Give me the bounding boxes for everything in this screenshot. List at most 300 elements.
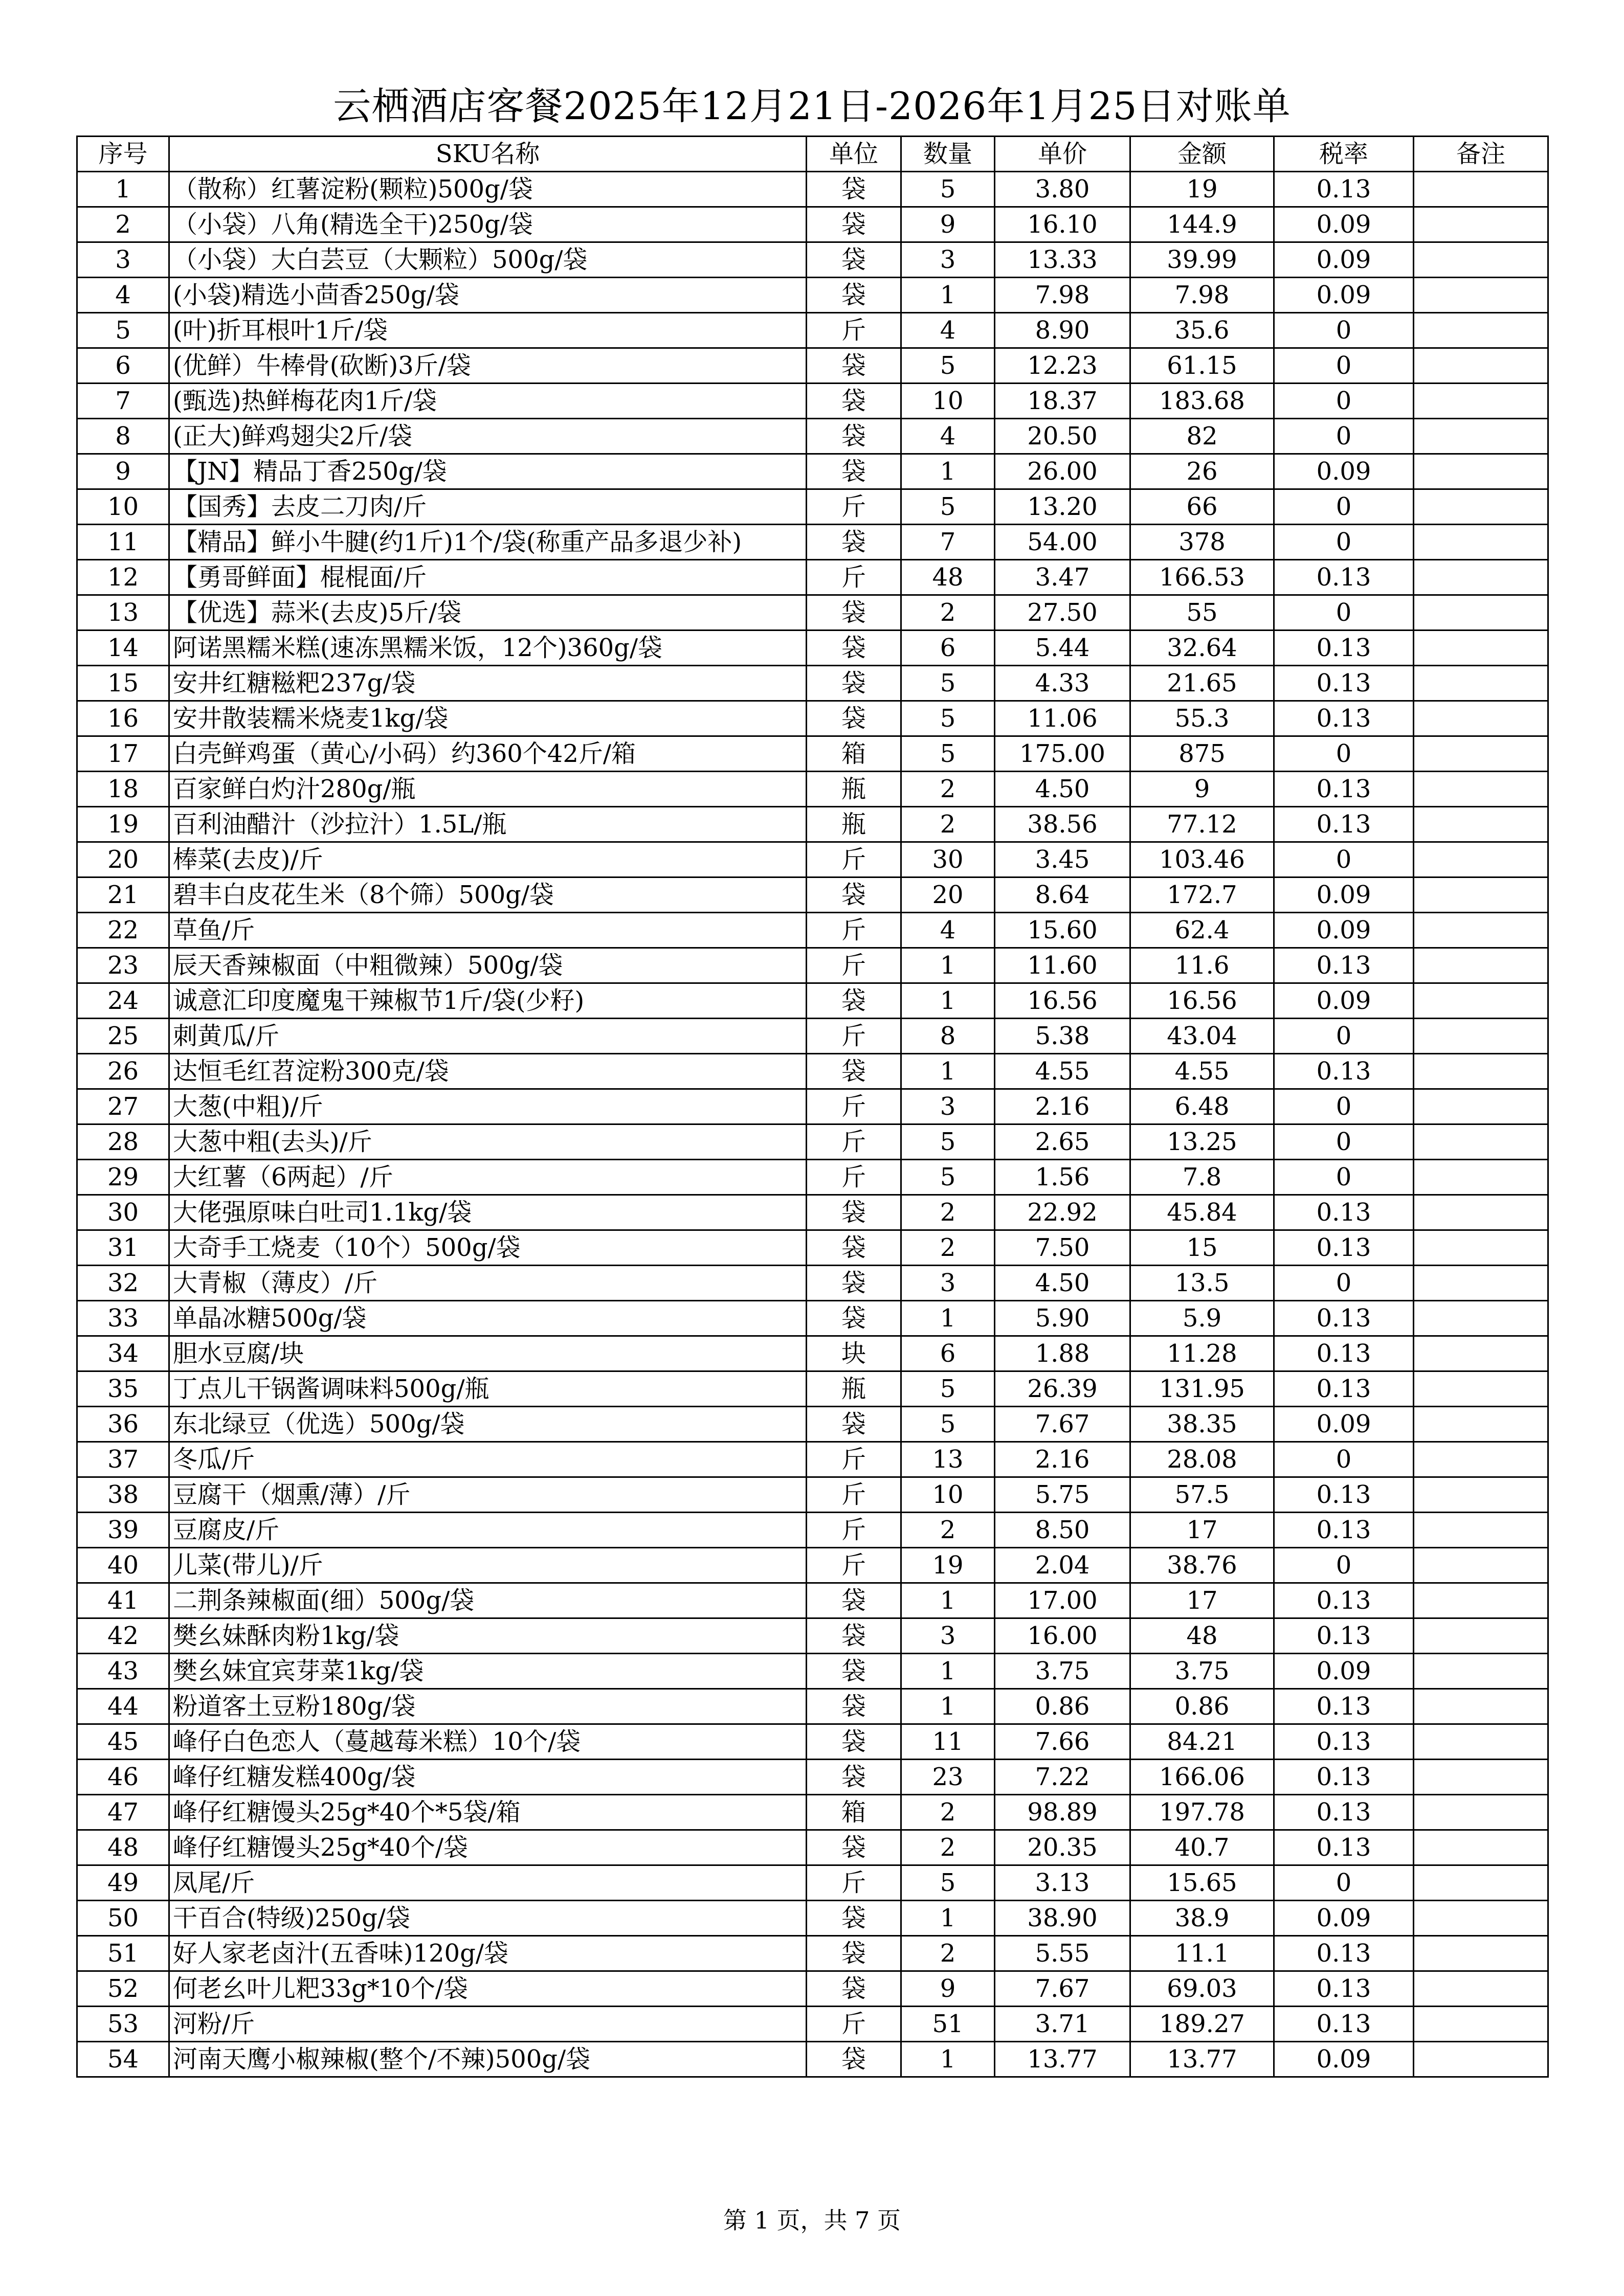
cell-quantity: 30 (901, 842, 995, 877)
cell-amount: 6.48 (1130, 1089, 1274, 1124)
cell-amount: 35.6 (1130, 313, 1274, 348)
table-row (77, 1160, 1548, 1195)
table-row (77, 1089, 1548, 1124)
header-sku-name: SKU名称 (169, 137, 807, 172)
cell-remarks (1414, 1407, 1548, 1442)
cell-sku-name: 峰仔红糖馒头25g*40个*5袋/箱 (169, 1795, 807, 1830)
cell-sku-name: 安井散装糯米烧麦1kg/袋 (169, 701, 807, 736)
table-row (77, 595, 1548, 631)
table-row (77, 419, 1548, 454)
cell-index: 51 (77, 1936, 169, 1971)
table-row (77, 736, 1548, 772)
statement-table (76, 136, 1549, 2078)
cell-tax-rate: 0.13 (1274, 1054, 1414, 1089)
cell-quantity: 3 (901, 242, 995, 278)
cell-tax-rate: 0 (1274, 384, 1414, 419)
cell-unit-price: 7.66 (995, 1724, 1130, 1760)
cell-index: 49 (77, 1865, 169, 1901)
table-row (77, 313, 1548, 348)
cell-index: 39 (77, 1513, 169, 1548)
cell-unit-price: 2.04 (995, 1548, 1130, 1583)
cell-sku-name: (小袋)精选小茴香250g/袋 (169, 278, 807, 313)
table-row (77, 772, 1548, 807)
cell-index: 15 (77, 666, 169, 701)
cell-remarks (1414, 913, 1548, 948)
cell-index: 22 (77, 913, 169, 948)
cell-remarks (1414, 172, 1548, 207)
cell-unit-price: 4.50 (995, 1266, 1130, 1301)
cell-unit-price: 1.88 (995, 1336, 1130, 1371)
cell-unit: 袋 (807, 1618, 901, 1654)
cell-amount: 11.28 (1130, 1336, 1274, 1371)
cell-sku-name: 【JN】精品丁香250g/袋 (169, 454, 807, 489)
cell-amount: 9 (1130, 772, 1274, 807)
cell-quantity: 5 (901, 701, 995, 736)
cell-unit: 斤 (807, 1513, 901, 1548)
cell-tax-rate: 0.09 (1274, 242, 1414, 278)
cell-tax-rate: 0.09 (1274, 913, 1414, 948)
cell-index: 11 (77, 525, 169, 560)
table-row (77, 1795, 1548, 1830)
cell-unit: 袋 (807, 1583, 901, 1618)
table-row (77, 454, 1548, 489)
cell-quantity: 5 (901, 348, 995, 384)
table-row (77, 1407, 1548, 1442)
table-row (77, 1336, 1548, 1371)
cell-unit: 块 (807, 1336, 901, 1371)
table-row (77, 207, 1548, 242)
page-footer: 第 1 页，共 7 页 (723, 2207, 901, 2234)
cell-unit: 袋 (807, 242, 901, 278)
cell-unit-price: 8.50 (995, 1513, 1130, 1548)
cell-quantity: 1 (901, 1583, 995, 1618)
cell-index: 7 (77, 384, 169, 419)
cell-quantity: 2 (901, 1795, 995, 1830)
cell-quantity: 5 (901, 736, 995, 772)
cell-remarks (1414, 1583, 1548, 1618)
cell-amount: 15.65 (1130, 1865, 1274, 1901)
cell-index: 18 (77, 772, 169, 807)
cell-sku-name: (优鲜）牛棒骨(砍断)3斤/袋 (169, 348, 807, 384)
cell-sku-name: 碧丰白皮花生米（8个筛）500g/袋 (169, 877, 807, 913)
cell-quantity: 3 (901, 1618, 995, 1654)
cell-remarks (1414, 631, 1548, 666)
cell-remarks (1414, 1195, 1548, 1230)
cell-unit-price: 26.39 (995, 1371, 1130, 1407)
table-row (77, 1124, 1548, 1160)
cell-unit-price: 4.50 (995, 772, 1130, 807)
table-row (77, 1901, 1548, 1936)
table-row (77, 384, 1548, 419)
cell-quantity: 1 (901, 454, 995, 489)
cell-quantity: 2 (901, 1936, 995, 1971)
cell-unit-price: 22.92 (995, 1195, 1130, 1230)
cell-sku-name: 凤尾/斤 (169, 1865, 807, 1901)
table-row (77, 1301, 1548, 1336)
cell-index: 48 (77, 1830, 169, 1865)
cell-sku-name: 峰仔红糖馒头25g*40个/袋 (169, 1830, 807, 1865)
cell-sku-name: 干百合(特级)250g/袋 (169, 1901, 807, 1936)
cell-remarks (1414, 1301, 1548, 1336)
cell-quantity: 7 (901, 525, 995, 560)
cell-tax-rate: 0.09 (1274, 278, 1414, 313)
cell-sku-name: 单晶冰糖500g/袋 (169, 1301, 807, 1336)
cell-index: 45 (77, 1724, 169, 1760)
table-row (77, 1019, 1548, 1054)
table-row (77, 666, 1548, 701)
cell-quantity: 5 (901, 666, 995, 701)
cell-sku-name: (正大)鲜鸡翅尖2斤/袋 (169, 419, 807, 454)
cell-unit-price: 3.80 (995, 172, 1130, 207)
cell-tax-rate: 0 (1274, 1019, 1414, 1054)
cell-sku-name: 百利油醋汁（沙拉汁）1.5L/瓶 (169, 807, 807, 842)
cell-unit-price: 5.75 (995, 1477, 1130, 1513)
cell-index: 44 (77, 1689, 169, 1724)
cell-amount: 103.46 (1130, 842, 1274, 877)
cell-remarks (1414, 1618, 1548, 1654)
cell-sku-name: 樊幺妹酥肉粉1kg/袋 (169, 1618, 807, 1654)
cell-tax-rate: 0.13 (1274, 1513, 1414, 1548)
cell-amount: 17 (1130, 1513, 1274, 1548)
cell-tax-rate: 0.13 (1274, 948, 1414, 983)
cell-quantity: 4 (901, 419, 995, 454)
cell-amount: 166.53 (1130, 560, 1274, 595)
cell-amount: 82 (1130, 419, 1274, 454)
cell-unit-price: 8.90 (995, 313, 1130, 348)
cell-unit-price: 13.33 (995, 242, 1130, 278)
cell-sku-name: 达恒毛红苕淀粉300克/袋 (169, 1054, 807, 1089)
cell-sku-name: 大红薯（6两起）/斤 (169, 1160, 807, 1195)
cell-amount: 39.99 (1130, 242, 1274, 278)
cell-tax-rate: 0 (1274, 842, 1414, 877)
cell-tax-rate: 0.13 (1274, 1724, 1414, 1760)
table-row (77, 842, 1548, 877)
table-row (77, 701, 1548, 736)
header-remarks: 备注 (1414, 137, 1548, 172)
cell-quantity: 13 (901, 1442, 995, 1477)
cell-remarks (1414, 1513, 1548, 1548)
cell-sku-name: 河南天鹰小椒辣椒(整个/不辣)500g/袋 (169, 2042, 807, 2077)
cell-unit-price: 26.00 (995, 454, 1130, 489)
cell-quantity: 1 (901, 2042, 995, 2077)
cell-remarks (1414, 1654, 1548, 1689)
cell-unit: 斤 (807, 1477, 901, 1513)
cell-unit-price: 16.00 (995, 1618, 1130, 1654)
table-row (77, 877, 1548, 913)
cell-quantity: 6 (901, 1336, 995, 1371)
cell-amount: 15 (1130, 1230, 1274, 1266)
cell-tax-rate: 0.13 (1274, 666, 1414, 701)
cell-tax-rate: 0 (1274, 1089, 1414, 1124)
cell-index: 10 (77, 489, 169, 525)
cell-tax-rate: 0.13 (1274, 1618, 1414, 1654)
cell-remarks (1414, 1971, 1548, 2007)
cell-unit: 瓶 (807, 772, 901, 807)
table-row (77, 1971, 1548, 2007)
cell-quantity: 3 (901, 1266, 995, 1301)
cell-quantity: 11 (901, 1724, 995, 1760)
cell-unit-price: 7.22 (995, 1760, 1130, 1795)
cell-tax-rate: 0.13 (1274, 172, 1414, 207)
cell-tax-rate: 0.09 (1274, 877, 1414, 913)
header-quantity: 数量 (901, 137, 995, 172)
cell-index: 21 (77, 877, 169, 913)
cell-index: 31 (77, 1230, 169, 1266)
cell-sku-name: 豆腐干（烟熏/薄）/斤 (169, 1477, 807, 1513)
cell-tax-rate: 0.13 (1274, 2007, 1414, 2042)
cell-amount: 13.5 (1130, 1266, 1274, 1301)
cell-quantity: 1 (901, 983, 995, 1019)
cell-tax-rate: 0.13 (1274, 1936, 1414, 1971)
cell-index: 12 (77, 560, 169, 595)
table-row (77, 278, 1548, 313)
cell-unit: 袋 (807, 278, 901, 313)
cell-sku-name: 安井红糖糍粑237g/袋 (169, 666, 807, 701)
cell-tax-rate: 0 (1274, 736, 1414, 772)
cell-tax-rate: 0.13 (1274, 807, 1414, 842)
cell-unit-price: 27.50 (995, 595, 1130, 631)
table-row (77, 1230, 1548, 1266)
cell-index: 3 (77, 242, 169, 278)
cell-unit: 斤 (807, 1442, 901, 1477)
cell-unit-price: 7.50 (995, 1230, 1130, 1266)
cell-index: 37 (77, 1442, 169, 1477)
cell-amount: 11.1 (1130, 1936, 1274, 1971)
cell-remarks (1414, 595, 1548, 631)
cell-tax-rate: 0 (1274, 1442, 1414, 1477)
cell-unit: 袋 (807, 419, 901, 454)
cell-unit: 袋 (807, 1301, 901, 1336)
cell-sku-name: 儿菜(带儿)/斤 (169, 1548, 807, 1583)
cell-quantity: 23 (901, 1760, 995, 1795)
cell-tax-rate: 0.09 (1274, 207, 1414, 242)
cell-tax-rate: 0.09 (1274, 454, 1414, 489)
cell-unit: 斤 (807, 1548, 901, 1583)
cell-unit: 袋 (807, 1724, 901, 1760)
cell-sku-name: 好人家老卤汁(五香味)120g/袋 (169, 1936, 807, 1971)
cell-unit: 斤 (807, 489, 901, 525)
cell-tax-rate: 0 (1274, 489, 1414, 525)
table-row (77, 983, 1548, 1019)
cell-tax-rate: 0 (1274, 348, 1414, 384)
table-row (77, 1054, 1548, 1089)
cell-quantity: 5 (901, 1865, 995, 1901)
cell-unit-price: 4.33 (995, 666, 1130, 701)
table-row (77, 1936, 1548, 1971)
cell-unit: 袋 (807, 1901, 901, 1936)
table-row (77, 1266, 1548, 1301)
cell-tax-rate: 0 (1274, 1266, 1414, 1301)
cell-sku-name: 【勇哥鲜面】棍棍面/斤 (169, 560, 807, 595)
cell-tax-rate: 0.13 (1274, 1971, 1414, 2007)
cell-remarks (1414, 1830, 1548, 1865)
table-row (77, 1371, 1548, 1407)
cell-tax-rate: 0.13 (1274, 1583, 1414, 1618)
cell-unit: 袋 (807, 1266, 901, 1301)
cell-sku-name: 大青椒（薄皮）/斤 (169, 1266, 807, 1301)
cell-tax-rate: 0.13 (1274, 1830, 1414, 1865)
cell-unit-price: 3.13 (995, 1865, 1130, 1901)
cell-remarks (1414, 419, 1548, 454)
cell-sku-name: (叶)折耳根叶1斤/袋 (169, 313, 807, 348)
cell-amount: 61.15 (1130, 348, 1274, 384)
cell-sku-name: 二荆条辣椒面(细）500g/袋 (169, 1583, 807, 1618)
table-row (77, 242, 1548, 278)
cell-quantity: 6 (901, 631, 995, 666)
cell-tax-rate: 0 (1274, 1160, 1414, 1195)
cell-amount: 77.12 (1130, 807, 1274, 842)
cell-remarks (1414, 772, 1548, 807)
cell-unit-price: 3.47 (995, 560, 1130, 595)
cell-remarks (1414, 807, 1548, 842)
table-row (77, 1654, 1548, 1689)
cell-amount: 48 (1130, 1618, 1274, 1654)
cell-amount: 131.95 (1130, 1371, 1274, 1407)
cell-tax-rate: 0 (1274, 313, 1414, 348)
cell-unit: 袋 (807, 1971, 901, 2007)
cell-unit-price: 8.64 (995, 877, 1130, 913)
cell-remarks (1414, 1548, 1548, 1583)
cell-tax-rate: 0 (1274, 419, 1414, 454)
cell-remarks (1414, 1124, 1548, 1160)
cell-index: 52 (77, 1971, 169, 2007)
cell-quantity: 2 (901, 1230, 995, 1266)
cell-index: 27 (77, 1089, 169, 1124)
cell-unit: 瓶 (807, 807, 901, 842)
cell-amount: 0.86 (1130, 1689, 1274, 1724)
cell-unit-price: 20.50 (995, 419, 1130, 454)
table-row (77, 913, 1548, 948)
cell-quantity: 2 (901, 1195, 995, 1230)
cell-tax-rate: 0.13 (1274, 772, 1414, 807)
cell-unit-price: 1.56 (995, 1160, 1130, 1195)
cell-sku-name: （小袋）大白芸豆（大颗粒）500g/袋 (169, 242, 807, 278)
cell-index: 14 (77, 631, 169, 666)
table-row (77, 1618, 1548, 1654)
cell-amount: 189.27 (1130, 2007, 1274, 2042)
table-row (77, 1583, 1548, 1618)
cell-unit: 袋 (807, 172, 901, 207)
cell-unit: 袋 (807, 525, 901, 560)
cell-amount: 172.7 (1130, 877, 1274, 913)
cell-sku-name: 豆腐皮/斤 (169, 1513, 807, 1548)
cell-remarks (1414, 348, 1548, 384)
cell-remarks (1414, 1230, 1548, 1266)
cell-sku-name: 樊幺妹宜宾芽菜1kg/袋 (169, 1654, 807, 1689)
cell-sku-name: 辰天香辣椒面（中粗微辣）500g/袋 (169, 948, 807, 983)
table-row (77, 560, 1548, 595)
cell-remarks (1414, 525, 1548, 560)
cell-unit-price: 3.71 (995, 2007, 1130, 2042)
cell-index: 6 (77, 348, 169, 384)
cell-index: 34 (77, 1336, 169, 1371)
cell-unit: 袋 (807, 1689, 901, 1724)
cell-remarks (1414, 1795, 1548, 1830)
cell-index: 32 (77, 1266, 169, 1301)
cell-remarks (1414, 736, 1548, 772)
cell-remarks (1414, 1724, 1548, 1760)
cell-index: 5 (77, 313, 169, 348)
header-unit: 单位 (807, 137, 901, 172)
cell-amount: 55 (1130, 595, 1274, 631)
cell-sku-name: 【优选】蒜米(去皮)5斤/袋 (169, 595, 807, 631)
cell-amount: 66 (1130, 489, 1274, 525)
cell-amount: 197.78 (1130, 1795, 1274, 1830)
cell-remarks (1414, 1760, 1548, 1795)
cell-index: 47 (77, 1795, 169, 1830)
cell-tax-rate: 0.13 (1274, 1336, 1414, 1371)
cell-sku-name: 大葱(中粗)/斤 (169, 1089, 807, 1124)
table-row (77, 1760, 1548, 1795)
cell-unit-price: 18.37 (995, 384, 1130, 419)
cell-remarks (1414, 489, 1548, 525)
cell-quantity: 8 (901, 1019, 995, 1054)
cell-index: 38 (77, 1477, 169, 1513)
table-header-row (77, 137, 1548, 172)
cell-index: 42 (77, 1618, 169, 1654)
cell-unit: 袋 (807, 1230, 901, 1266)
cell-index: 30 (77, 1195, 169, 1230)
cell-remarks (1414, 1477, 1548, 1513)
cell-quantity: 51 (901, 2007, 995, 2042)
cell-remarks (1414, 1336, 1548, 1371)
cell-tax-rate: 0.09 (1274, 1901, 1414, 1936)
cell-index: 29 (77, 1160, 169, 1195)
cell-quantity: 1 (901, 1901, 995, 1936)
table-row (77, 2042, 1548, 2077)
cell-amount: 7.8 (1130, 1160, 1274, 1195)
header-index: 序号 (77, 137, 169, 172)
cell-amount: 19 (1130, 172, 1274, 207)
table-row (77, 1689, 1548, 1724)
cell-sku-name: 峰仔红糖发糕400g/袋 (169, 1760, 807, 1795)
cell-index: 46 (77, 1760, 169, 1795)
cell-sku-name: 冬瓜/斤 (169, 1442, 807, 1477)
cell-index: 54 (77, 2042, 169, 2077)
cell-remarks (1414, 666, 1548, 701)
table-row (77, 1477, 1548, 1513)
cell-unit: 斤 (807, 313, 901, 348)
cell-remarks (1414, 2042, 1548, 2077)
cell-remarks (1414, 1936, 1548, 1971)
cell-index: 33 (77, 1301, 169, 1336)
cell-unit-price: 11.06 (995, 701, 1130, 736)
cell-unit-price: 175.00 (995, 736, 1130, 772)
cell-tax-rate: 0.13 (1274, 701, 1414, 736)
cell-sku-name: 【国秀】去皮二刀肉/斤 (169, 489, 807, 525)
cell-unit-price: 7.67 (995, 1971, 1130, 2007)
cell-tax-rate: 0.13 (1274, 1689, 1414, 1724)
cell-tax-rate: 0.09 (1274, 1654, 1414, 1689)
cell-quantity: 3 (901, 1089, 995, 1124)
cell-unit-price: 2.16 (995, 1442, 1130, 1477)
cell-sku-name: 粉道客土豆粉180g/袋 (169, 1689, 807, 1724)
cell-amount: 57.5 (1130, 1477, 1274, 1513)
cell-quantity: 5 (901, 1371, 995, 1407)
table-row (77, 1442, 1548, 1477)
cell-tax-rate: 0 (1274, 1548, 1414, 1583)
cell-index: 25 (77, 1019, 169, 1054)
cell-amount: 38.35 (1130, 1407, 1274, 1442)
cell-amount: 40.7 (1130, 1830, 1274, 1865)
cell-quantity: 1 (901, 278, 995, 313)
table-row (77, 631, 1548, 666)
cell-quantity: 1 (901, 1301, 995, 1336)
cell-tax-rate: 0.13 (1274, 1795, 1414, 1830)
cell-index: 35 (77, 1371, 169, 1407)
cell-unit: 斤 (807, 1865, 901, 1901)
cell-unit-price: 5.55 (995, 1936, 1130, 1971)
